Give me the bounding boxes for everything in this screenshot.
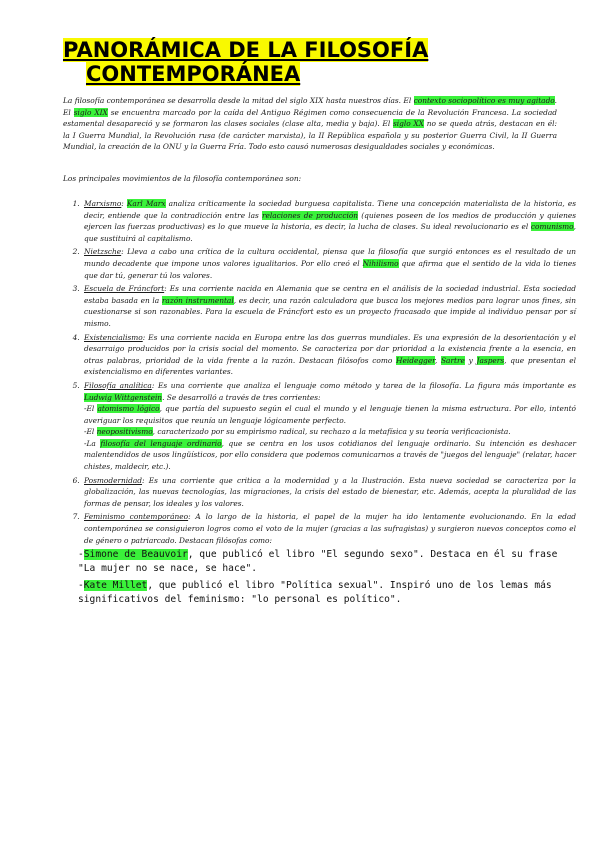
feminist-millet <box>78 579 558 607</box>
item-title: Posmodernidad <box>84 475 143 485</box>
item-text: : Es una corriente nacida en Alemania que se centra en el análisis de la sociedad industrial. Esta sociedad estaba basada en la <box>84 284 576 305</box>
item-text: : Es una corriente que analiza el lenguaje como método y tarea de la filosofía. La figura más importante es <box>151 380 576 390</box>
highlight-siglo-xix: siglo XIX <box>73 107 108 117</box>
item-text: analiza críticamente la sociedad burguesa capitalista. Tiene una concepción materialista de la historia, es decir, entiende que la contradicción entre las <box>84 199 577 220</box>
intro-text: se encuentra marcado por la caída del Antiguo Régimen como consecuencia de la Revolución Francesa. La sociedad estamental desapareció y se formaron las clases sociales (clase alta, media y baja). El <box>63 107 558 129</box>
highlight-comunismo: comunismo <box>530 222 574 232</box>
highlight-beauvoir: Simone de Beauvoir <box>83 549 188 560</box>
highlight-contexto: contexto sociopolítico es muy agitado <box>413 96 555 105</box>
highlight-nihilismo: Nihilismo <box>362 258 399 268</box>
highlight-razon-instrumental: razón instrumental <box>161 295 234 305</box>
highlight-neopositivismo: neopositivismo <box>96 427 153 437</box>
intro-text: La filosofía contemporánea se desarrolla desde la mitad del siglo XIX hasta nuestros días. El <box>63 96 414 105</box>
highlight-atomismo: atomismo lógico <box>97 404 160 414</box>
sub-item-atomismo <box>84 403 576 426</box>
item-text: : Es una corriente nacida en Europa entre las dos guerras mundiales. Es una expresión de la desorientación y el desarraigo producidos por la crisis social del momento. Se caracteriza por dar prioridad a la existencia frente a la esencia, en otras palabras, prioridad de la vida frente a la razón. Destacan filósofos como <box>84 332 576 365</box>
sub-item-neopositivismo <box>84 426 576 438</box>
item-title: Feminismo contemporáneo <box>84 512 189 522</box>
item-text: , que partía del supuesto según el cual el mundo y el lenguaje tienen la misma estructura. Por ello, intentó averiguar los requisitos que reunía un lenguaje lógicamente perfecto. <box>84 404 576 425</box>
item-text: . Se desarrolló a través de tres corrientes: <box>162 392 321 402</box>
item-text: que afirma que el sentido de la vida lo tienes que dar tú, generar tú los valores. <box>84 258 577 280</box>
item-text: , que sustituirá al capitalismo. <box>84 222 576 243</box>
item-text: -El <box>84 404 98 414</box>
item-title: Nietzsche <box>84 247 122 257</box>
item-text: y <box>464 355 477 365</box>
dash: - <box>78 580 84 591</box>
item-text: : Lleva a cabo una crítica de la cultura occidental, piensa que la filosofía que surgió entonces es el resultado de un mundo decadente que impone unos valores igualitarios. Por ello creó el <box>84 247 576 268</box>
list-item-existencialismo <box>82 332 576 378</box>
entry-text: , que publicó el libro "Política sexual". Inspiró uno de los lemas más significativos del feminismo: "lo personal es político". <box>78 580 552 605</box>
intro-text: no se queda atrás, destacan en él: la I Guerra Mundial, la Revolución rusa (de carácter marxista), la II República española y su posterior Guerra Civil, la II Guerra Mundial, la creación de la ONU y la Guerra Fría. Todo esto causó numerosas desigualdades sociales y económicas. <box>63 119 557 152</box>
list-item-nietzsche <box>82 246 576 281</box>
item-text: , que se centra en los usos cotidianos del lenguaje ordinario. Su intención es deshacer malentendidos de usos lingüísticos, por ello considera que podemos comunicarnos a través de "juegos del lenguaje" (relatar, hacer chistes, maldecir, etc.). <box>84 438 576 472</box>
movements-list <box>63 198 576 548</box>
highlight-millet: Kate Millet <box>83 580 148 591</box>
list-item-posmodernidad <box>82 475 576 510</box>
highlight-relaciones: relaciones de producción <box>261 210 359 220</box>
title-line-2: CONTEMPORÁNEA <box>86 62 301 86</box>
item-title: Escuela de Fráncfort <box>84 284 165 294</box>
list-item-feminismo <box>82 511 576 546</box>
highlight-lenguaje-ordinario: filosofía del lenguaje ordinario <box>100 438 222 448</box>
list-item-analitica <box>82 380 576 473</box>
item-text: : Es una corriente que critica a la modernidad y a la Ilustración. Esta nueva sociedad se caracteriza por la globalización, las nuevas tecnologías, las migraciones, la crisis del estado de bienestar, etc. Además, acepta la pluralidad de las formas de pensar, los ideales y los valores. <box>84 475 576 508</box>
intro-paragraph <box>63 95 557 153</box>
list-item-frankfurt <box>82 283 576 329</box>
entry-text: , que publicó el libro "El segundo sexo". Destaca en él su frase "La mujer no se nace, se hace". <box>78 549 558 574</box>
highlight-sartre: Sartre <box>440 355 465 365</box>
item-text: : <box>121 199 127 208</box>
highlight-heidegger: Heidegger <box>396 355 435 365</box>
movements-intro: Los principales movimientos de la filosofía contemporánea son: <box>63 174 302 183</box>
item-title: Existencialismo <box>84 332 143 342</box>
item-text: , es decir, una razón calculadora que busca los mejores medios para lograr unos fines, sin cuestionarse si son razonables. Para la escuela de Fráncfort esto es un proyecto fracasado que impide al individuo pensar por sí mismo. <box>84 295 576 328</box>
item-text: (quienes poseen de los medios de producción y quienes ejercen las fuerzas productivas) es lo que mueve la historia, es decir, la lucha de clases. Su ideal revolucionario es el <box>84 210 576 232</box>
item-title: Marxismo <box>84 199 122 208</box>
dash: - <box>78 549 84 560</box>
feminist-beauvoir <box>78 548 558 576</box>
item-text: , que presentan el existencialismo en diferentes variantes. <box>84 355 577 377</box>
page-title <box>63 38 483 86</box>
highlight-siglo-xx: siglo XX <box>392 119 424 129</box>
item-text: -La <box>84 438 101 448</box>
item-text: -El <box>84 427 97 437</box>
highlight-jaspers: Jaspers <box>476 355 505 365</box>
item-text: : A lo largo de la historia, el papel de la mujer ha ido lentamente evolucionando. En la edad contemporánea se consiguieron logros como el voto de la mujer (gracias a las sufragistas) y surgieron nuevos conceptos como el de género o patriarcado. Destacan filósofas como: <box>84 512 576 545</box>
feminist-philosophers <box>78 548 558 610</box>
item-title: Filosofía analítica <box>84 380 152 390</box>
highlight-wittgenstein: Ludwig Wittgenstein <box>84 392 163 402</box>
highlight-karl-marx: Karl Marx <box>126 199 166 208</box>
item-text: , <box>434 355 441 365</box>
sub-item-lenguaje-ordinario <box>84 438 576 473</box>
title-line-1: PANORÁMICA DE LA FILOSOFÍA <box>63 38 429 62</box>
list-item-marxismo <box>82 198 576 244</box>
intro-text: . El <box>63 96 557 117</box>
item-text: , caracterizado por su empirismo radical, su rechazo a la metafísica y su teoría verificacionista. <box>152 427 511 437</box>
